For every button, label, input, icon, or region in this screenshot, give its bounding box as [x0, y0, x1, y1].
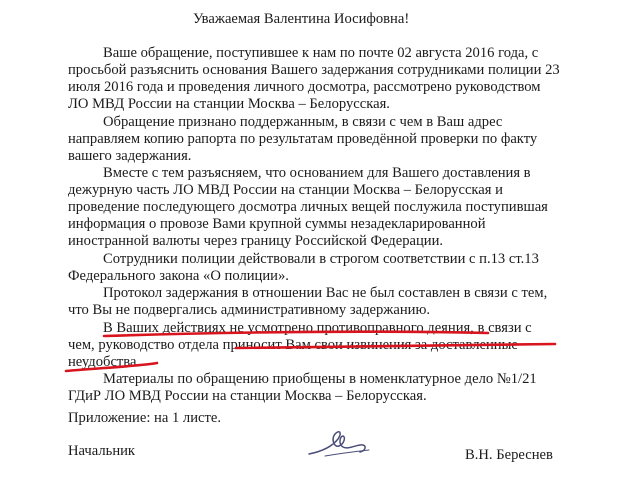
- text-line: Ваше обращение, поступившее к нам по почте 02 августа 2016 года, с: [103, 45, 539, 61]
- text-line: Федерального закона «О полиции».: [68, 268, 289, 284]
- text-line: Материалы по обращению приобщены в номенклатурное дело №1/21: [103, 371, 537, 387]
- text-line: дежурную часть ЛО МВД России на станции Москва – Белорусская и: [68, 182, 503, 198]
- signer-name: В.Н. Береснев: [465, 447, 553, 463]
- text-line: проведение последующего досмотра личных вещей послужила поступившая: [68, 199, 548, 215]
- text-line: чем, руководство отдела приносит Вам свои извинения за доставленные: [68, 337, 518, 353]
- text-line: направляем копию рапорта по результатам проведённой проверки по факту: [68, 131, 538, 147]
- handwritten-signature: [305, 424, 377, 462]
- greeting: Уважаемая Валентина Иосифовна!: [193, 11, 410, 27]
- text-line: Протокол задержания в отношении Вас не был составлен в связи с тем,: [103, 285, 548, 301]
- text-line: ГДиР ЛО МВД России на станции Москва – Белорусская.: [68, 388, 427, 404]
- text-line: что Вы не подвергались административному задержанию.: [68, 302, 431, 318]
- text-line: иностранной валюты через границу Российской Федерации.: [68, 233, 444, 249]
- text-line: Обращение признано поддержанным, в связи с чем в Ваш адрес: [103, 114, 503, 130]
- signer-position: Начальник: [68, 443, 136, 459]
- attachment-note: Приложение: на 1 листе.: [68, 410, 221, 426]
- text-line: информация о провозе Вами крупной суммы незадекларированной: [68, 216, 486, 232]
- text-line: июля 2016 года и проведения личного досмотра, рассмотрено руководством: [68, 79, 541, 95]
- text-line: вашего задержания.: [68, 148, 192, 164]
- text-line: просьбой разъяснить основания Вашего задержания сотрудниками полиции 23: [68, 62, 560, 78]
- text-line: В Ваших действиях не усмотрено противоправного деяния, в связи с: [103, 320, 532, 336]
- text-line: неудобства.: [68, 354, 141, 370]
- text-line: Сотрудники полиции действовали в строгом соответствии с п.13 ст.13: [103, 251, 539, 267]
- text-line: ЛО МВД России на станции Москва – Белорусская.: [68, 96, 390, 112]
- text-line: Вместе с тем разъясняем, что основанием для Вашего доставления в: [103, 165, 531, 181]
